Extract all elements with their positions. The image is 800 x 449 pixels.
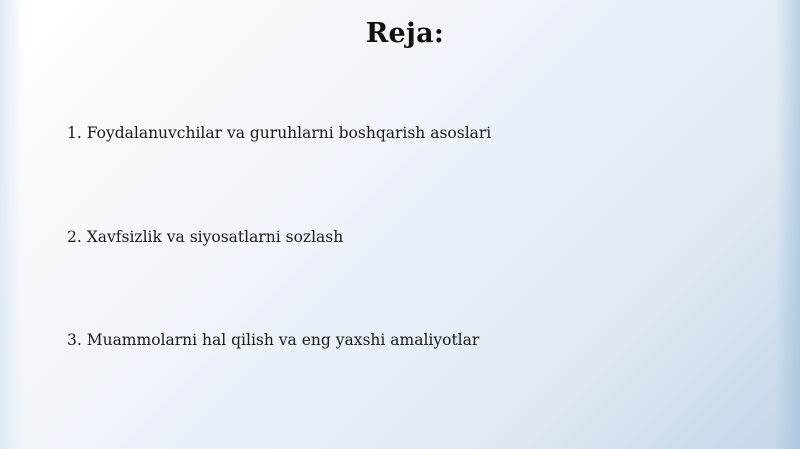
slide-right-edge	[776, 0, 800, 449]
plan-item-2: 2. Xavfsizlik va siyosatlarni sozlash	[67, 228, 344, 246]
plan-item-3: 3. Muammolarni hal qilish va eng yaxshi amaliyotlar	[67, 331, 480, 349]
slide-left-edge	[0, 0, 22, 449]
plan-item-1: 1. Foydalanuvchilar va guruhlarni boshqarish asoslari	[67, 124, 492, 142]
slide-title: Reja:	[365, 18, 445, 49]
